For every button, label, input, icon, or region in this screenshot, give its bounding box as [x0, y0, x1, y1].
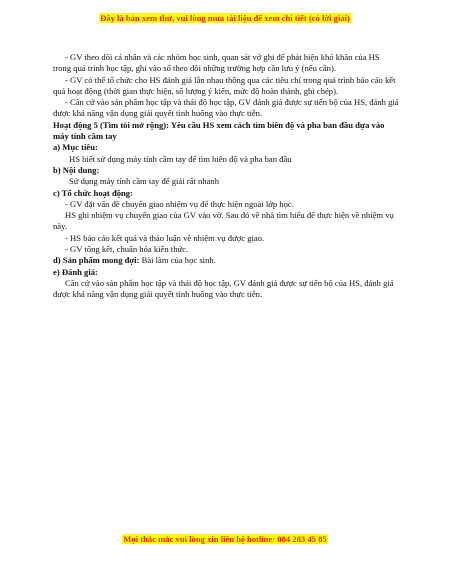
hotline-footer — [0, 534, 450, 544]
organization-step-1: - GV đặt vấn đề chuyển giao nhiệm vụ để thực hiện ngoài lớp học. — [65, 198, 294, 209]
section-c-heading: c) Tổ chức hoạt động: — [53, 187, 133, 198]
section-b-heading: b) Nội dung: — [53, 164, 100, 175]
section-a-heading: a) Mục tiêu: — [53, 142, 98, 153]
section-d-line — [53, 255, 399, 266]
section-d-heading: d) Sản phẩm mong đợi: — [53, 255, 140, 266]
section-e-heading: e) Đánh giá: — [53, 266, 98, 277]
preview-banner-text: Đây là bản xem thử, vui lòng mua tài liệu để xem chi tiết (có lời giải) — [100, 13, 350, 23]
paragraph-monitoring: - GV theo dõi cá nhân và các nhóm học sinh, quan sát vở ghi để phát hiện khó khăn của HS trong quá trình học tập, ghi vào sổ theo dõi những trường hợp cần lưu ý (nếu cần). — [53, 52, 380, 74]
evaluation-text: Căn cứ vào sản phẩm học tập và thái độ học tập, GV đánh giá được sự tiến bộ của HS, đánh giá được khả năng vận dụng giải quyết tình huống vào thực tiễn. — [53, 277, 394, 300]
paragraph-evaluation: - Căn cứ vào sản phẩm học tập và thái độ học tập, GV đánh giá được sự tiến bộ của HS, đánh giá được khả năng vận dụng giải quyết tình huống vào thực tiễn. — [53, 97, 399, 119]
hotline-text: Mọi thắc mắc vui lòng xin liên hệ hotline: 084 283 45 85 — [123, 534, 327, 544]
preview-banner — [0, 13, 450, 23]
activity-heading: Hoạt động 5 (Tìm tòi mở rộng): Yêu cầu HS xem cách tìm biên độ và pha ban đầu dựa vào máy tính cầm tay — [53, 119, 385, 142]
document-body — [53, 52, 399, 301]
organization-step-2: HS ghi nhiệm vụ chuyển giao của GV vào vở. Sau đó về nhà tìm hiểu để thực hiện về nhiệm vụ này. — [53, 210, 394, 232]
organization-step-4: - GV tổng kết, chuẩn hóa kiến thức. — [65, 244, 189, 255]
section-d-text: Bài làm của học sinh. — [139, 255, 216, 266]
goal-text: HS biết sử dụng máy tính cầm tay để tìm biên độ và pha ban đầu — [69, 153, 292, 164]
organization-step-3: - HS báo cáo kết quả và thảo luận về nhiệm vụ được giao. — [65, 232, 265, 243]
paragraph-peer-assessment: - GV có thể tổ chức cho HS đánh giá lẫn nhau thông qua các tiêu chí trong quá trình báo cáo kết quả hoạt động (thời gian thực hiện, số lượng ý kiến, mức độ hoàn thành, ghi chép). — [53, 74, 396, 96]
content-text: Sử dụng máy tính cầm tay để giải rất nhanh — [69, 176, 220, 187]
